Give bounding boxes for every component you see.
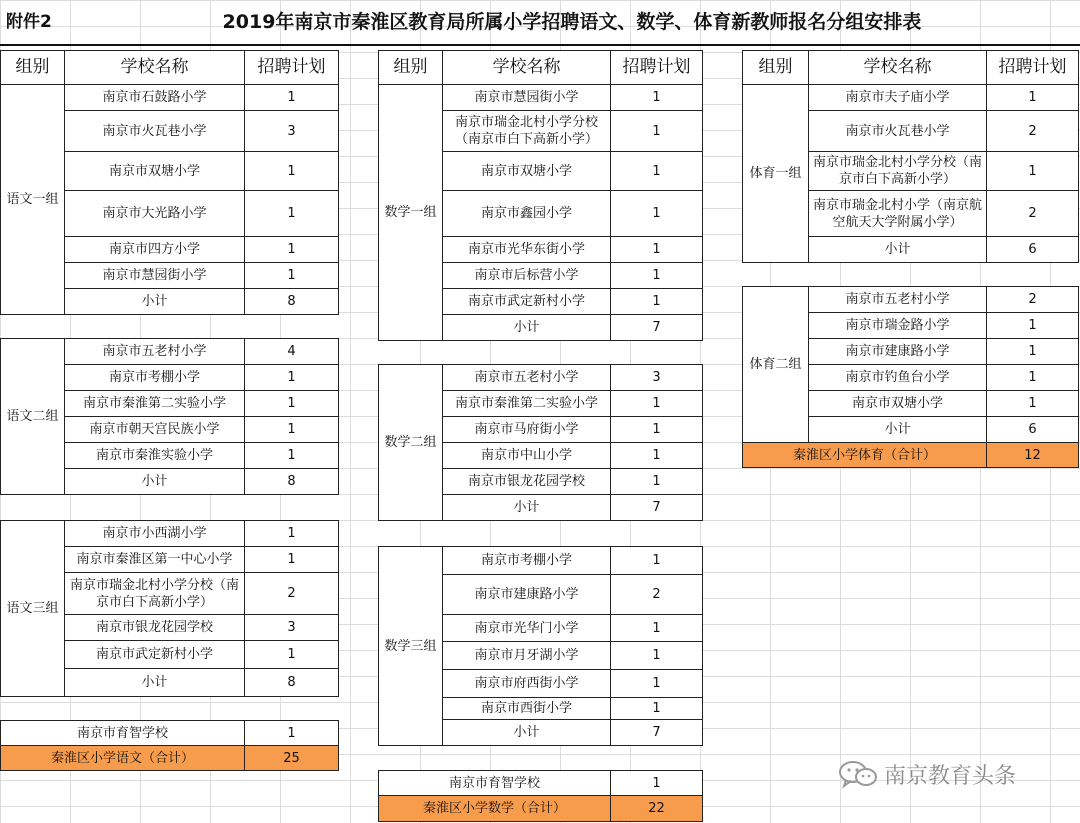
plan-count: 1 bbox=[611, 443, 703, 469]
title-divider bbox=[0, 44, 1080, 46]
subtotal-label: 小计 bbox=[809, 417, 987, 443]
plan-count: 1 bbox=[245, 443, 339, 469]
group-name: 数学二组 bbox=[379, 365, 443, 521]
plan-count: 1 bbox=[611, 417, 703, 443]
column-header-school: 学校名称 bbox=[809, 51, 987, 85]
plan-count: 1 bbox=[987, 365, 1079, 391]
plan-count: 2 bbox=[987, 191, 1079, 237]
group-name: 语文三组 bbox=[1, 521, 65, 697]
school-name: 南京市考棚小学 bbox=[65, 365, 245, 391]
plan-count: 1 bbox=[611, 642, 703, 670]
subtotal-value: 8 bbox=[245, 289, 339, 315]
plan-count: 1 bbox=[245, 191, 339, 237]
column-header-plan: 招聘计划 bbox=[987, 51, 1079, 85]
math-group-2 bbox=[378, 364, 703, 521]
plan-count: 1 bbox=[987, 391, 1079, 417]
plan-count: 1 bbox=[611, 289, 703, 315]
subtotal-label: 小计 bbox=[65, 669, 245, 697]
school-name: 南京市中山小学 bbox=[443, 443, 611, 469]
plan-count: 1 bbox=[611, 771, 703, 796]
plan-count: 3 bbox=[245, 615, 339, 641]
column-header-plan: 招聘计划 bbox=[611, 51, 703, 85]
school-name: 南京市火瓦巷小学 bbox=[809, 111, 987, 152]
wechat-icon bbox=[838, 759, 878, 789]
school-name: 南京市四方小学 bbox=[65, 237, 245, 263]
school-name: 南京市钓鱼台小学 bbox=[809, 365, 987, 391]
school-name: 南京市大光路小学 bbox=[65, 191, 245, 237]
group-name: 语文二组 bbox=[1, 339, 65, 495]
pe-group-1 bbox=[742, 84, 1079, 263]
school-name: 南京市秦淮实验小学 bbox=[65, 443, 245, 469]
plan-count: 2 bbox=[987, 111, 1079, 152]
school-name: 南京市五老村小学 bbox=[443, 365, 611, 391]
plan-count: 2 bbox=[245, 573, 339, 615]
pe-group-2 bbox=[742, 286, 1079, 468]
school-name: 南京市小西湖小学 bbox=[65, 521, 245, 547]
subtotal-value: 7 bbox=[611, 315, 703, 341]
school-name: 南京市朝天宫民族小学 bbox=[65, 417, 245, 443]
watermark bbox=[838, 756, 1058, 792]
school-name: 南京市慧园街小学 bbox=[443, 85, 611, 111]
chinese-total bbox=[0, 720, 339, 771]
plan-count: 1 bbox=[245, 521, 339, 547]
plan-count: 1 bbox=[611, 111, 703, 152]
plan-count: 1 bbox=[987, 313, 1079, 339]
watermark-text: 南京教育头条 bbox=[884, 763, 1017, 789]
plan-count: 1 bbox=[245, 547, 339, 573]
group-name: 体育二组 bbox=[743, 287, 809, 443]
plan-count: 1 bbox=[245, 417, 339, 443]
school-name: 南京市后标营小学 bbox=[443, 263, 611, 289]
plan-count: 1 bbox=[987, 85, 1079, 111]
school-name: 南京市银龙花园学校 bbox=[443, 469, 611, 495]
plan-count: 1 bbox=[245, 85, 339, 111]
group-name: 数学一组 bbox=[379, 85, 443, 341]
subtotal-value: 8 bbox=[245, 469, 339, 495]
school-name: 南京市双塘小学 bbox=[65, 152, 245, 191]
pe-header bbox=[742, 50, 1079, 85]
chinese-group-3 bbox=[0, 520, 339, 697]
plan-count: 2 bbox=[987, 287, 1079, 313]
group-name: 体育一组 bbox=[743, 85, 809, 263]
school-name: 南京市慧园街小学 bbox=[65, 263, 245, 289]
column-header-group: 组别 bbox=[1, 51, 65, 85]
plan-count: 1 bbox=[611, 391, 703, 417]
plan-count: 1 bbox=[611, 237, 703, 263]
plan-count: 1 bbox=[611, 670, 703, 698]
subtotal-label: 小计 bbox=[809, 237, 987, 263]
math-group-3 bbox=[378, 546, 703, 746]
subtotal-value: 7 bbox=[611, 720, 703, 746]
total-label: 秦淮区小学语文（合计） bbox=[1, 746, 245, 771]
school-name: 南京市光华门小学 bbox=[443, 615, 611, 642]
math-group-1 bbox=[378, 84, 703, 341]
school-name: 南京市马府街小学 bbox=[443, 417, 611, 443]
plan-count: 1 bbox=[611, 263, 703, 289]
total-label: 秦淮区小学体育（合计） bbox=[743, 443, 987, 468]
school-name: 南京市秦淮区第一中心小学 bbox=[65, 547, 245, 573]
plan-count: 1 bbox=[245, 152, 339, 191]
plan-count: 1 bbox=[987, 339, 1079, 365]
plan-count: 1 bbox=[611, 191, 703, 237]
school-name: 南京市夫子庙小学 bbox=[809, 85, 987, 111]
chinese-group-1 bbox=[0, 84, 339, 315]
math-header bbox=[378, 50, 703, 85]
annex-label: 附件2 bbox=[6, 12, 52, 32]
plan-count: 1 bbox=[245, 237, 339, 263]
plan-count: 1 bbox=[611, 152, 703, 191]
school-name: 南京市瑞金北村小学分校（南京市白下高新小学） bbox=[443, 111, 611, 152]
school-name: 南京市鑫园小学 bbox=[443, 191, 611, 237]
group-name: 数学三组 bbox=[379, 547, 443, 746]
column-header-plan: 招聘计划 bbox=[245, 51, 339, 85]
chinese-header bbox=[0, 50, 339, 85]
plan-count: 1 bbox=[245, 391, 339, 417]
column-header-group: 组别 bbox=[743, 51, 809, 85]
school-name: 南京市瑞金北村小学分校（南京市白下高新小学） bbox=[65, 573, 245, 615]
school-name: 南京市秦淮第二实验小学 bbox=[65, 391, 245, 417]
plan-count: 1 bbox=[611, 547, 703, 575]
subtotal-label: 小计 bbox=[65, 469, 245, 495]
plan-count: 1 bbox=[245, 641, 339, 669]
total-value: 12 bbox=[987, 443, 1079, 468]
total-value: 22 bbox=[611, 796, 703, 822]
plan-count: 2 bbox=[611, 575, 703, 615]
school-name: 南京市银龙花园学校 bbox=[65, 615, 245, 641]
subtotal-value: 6 bbox=[987, 237, 1079, 263]
school-name: 南京市武定新村小学 bbox=[65, 641, 245, 669]
school-name: 南京市石鼓路小学 bbox=[65, 85, 245, 111]
school-name: 南京市西街小学 bbox=[443, 698, 611, 720]
subtotal-label: 小计 bbox=[443, 720, 611, 746]
group-name: 语文一组 bbox=[1, 85, 65, 315]
school-name: 南京市瑞金北村小学分校（南京市白下高新小学） bbox=[809, 152, 987, 191]
plan-count: 1 bbox=[611, 698, 703, 720]
school-name: 南京市五老村小学 bbox=[65, 339, 245, 365]
school-name: 南京市月牙湖小学 bbox=[443, 642, 611, 670]
plan-count: 1 bbox=[245, 263, 339, 289]
column-header-school: 学校名称 bbox=[443, 51, 611, 85]
school-name: 南京市考棚小学 bbox=[443, 547, 611, 575]
plan-count: 1 bbox=[245, 721, 339, 746]
school-name: 南京市光华东街小学 bbox=[443, 237, 611, 263]
school-name: 南京市五老村小学 bbox=[809, 287, 987, 313]
subtotal-value: 6 bbox=[987, 417, 1079, 443]
plan-count: 3 bbox=[245, 111, 339, 152]
school-name: 南京市双塘小学 bbox=[443, 152, 611, 191]
plan-count: 1 bbox=[987, 152, 1079, 191]
math-total bbox=[378, 770, 703, 822]
subtotal-label: 小计 bbox=[443, 495, 611, 521]
school-name: 南京市火瓦巷小学 bbox=[65, 111, 245, 152]
total-value: 25 bbox=[245, 746, 339, 771]
plan-count: 4 bbox=[245, 339, 339, 365]
subtotal-value: 7 bbox=[611, 495, 703, 521]
column-header-group: 组别 bbox=[379, 51, 443, 85]
school-name: 南京市秦淮第二实验小学 bbox=[443, 391, 611, 417]
chinese-group-2 bbox=[0, 338, 339, 495]
school-name: 南京市瑞金路小学 bbox=[809, 313, 987, 339]
school-name: 南京市武定新村小学 bbox=[443, 289, 611, 315]
plan-count: 1 bbox=[245, 365, 339, 391]
school-name: 南京市育智学校 bbox=[1, 721, 245, 746]
total-label: 秦淮区小学数学（合计） bbox=[379, 796, 611, 822]
school-name: 南京市建康路小学 bbox=[809, 339, 987, 365]
column-header-school: 学校名称 bbox=[65, 51, 245, 85]
plan-count: 1 bbox=[611, 615, 703, 642]
plan-count: 3 bbox=[611, 365, 703, 391]
subtotal-value: 8 bbox=[245, 669, 339, 697]
school-name: 南京市育智学校 bbox=[379, 771, 611, 796]
school-name: 南京市府西街小学 bbox=[443, 670, 611, 698]
page-title: 2019年南京市秦淮区教育局所属小学招聘语文、数学、体育新教师报名分组安排表 bbox=[222, 11, 922, 33]
school-name: 南京市双塘小学 bbox=[809, 391, 987, 417]
plan-count: 1 bbox=[611, 85, 703, 111]
subtotal-label: 小计 bbox=[65, 289, 245, 315]
plan-count: 1 bbox=[611, 469, 703, 495]
school-name: 南京市瑞金北村小学（南京航空航天大学附属小学） bbox=[809, 191, 987, 237]
school-name: 南京市建康路小学 bbox=[443, 575, 611, 615]
subtotal-label: 小计 bbox=[443, 315, 611, 341]
